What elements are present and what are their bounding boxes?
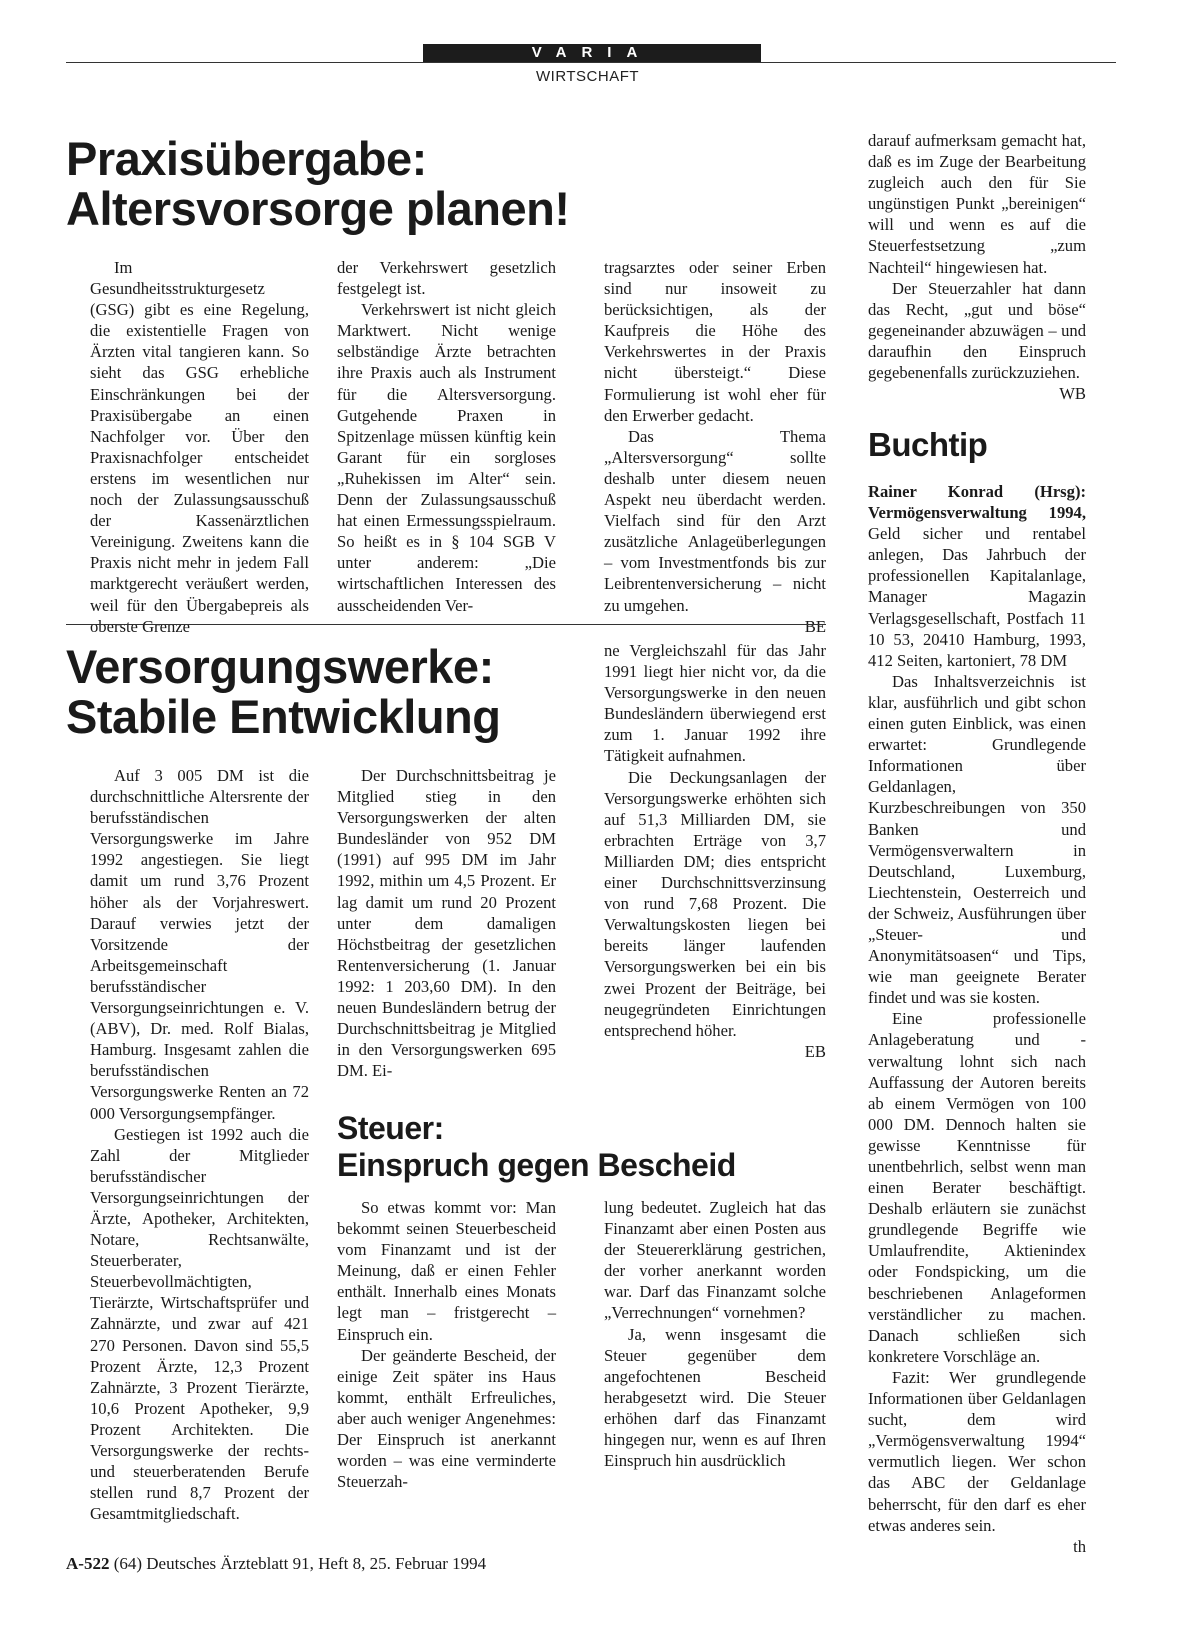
article3-col3-p1: darauf aufmerksam gemacht hat, daß es im Zuge der Bearbeitung zugleich auch den für Sie ungünstigen Punkt „bereinigen“ will und wenn es auf die Steuerfestsetzung „zum Nachteil“ hingewiesen hat. — [868, 131, 1086, 277]
article4-signature: th — [1073, 1536, 1086, 1556]
article2-col1-p2: Gestiegen ist 1992 auch die Zahl der Mitglieder berufsständischer Versorgungseinrichtungen der Ärzte, Apotheker, Architekten, Notare, Rechtsanwälte, Steuerberater, Steuerbevollmächtigten, Tierärzte, Wirtschaftsprüfer und Zahnärzte, und zwar auf 421 270 Personen. Davon sind 55,5 Prozent Ärzte, 12,3 Prozent Zahnärzte, 3 Prozent Tierärzte, 10,6 Prozent Apotheker, 9,9 Prozent Architekten. Die Versorgungswerke der rechts- und steuerberatenden Berufe stellen rund 8,7 Prozent der Gesamtmitgliedschaft. — [90, 1124, 309, 1524]
article3-col2 — [604, 1197, 826, 1471]
article4-book-title: Rainer Konrad (Hrsg): Vermögensverwaltung 1994, — [868, 482, 1086, 523]
article4-book-details: Geld sicher und rentabel anlegen, Das Jahrbuch der professionellen Kapitalanlage, Manager Magazin Verlagsgesellschaft, Postfach 11 10 53, 20410 Hamburg, 1993, 412 Seiten, kartoniert, 78 DM — [868, 524, 1086, 670]
article1-col2-p1: der Verkehrswert gesetzlich festgelegt ist. — [337, 258, 556, 299]
article2-col3-p1: ne Vergleichszahl für das Jahr 1991 liegt hier nicht vor, da die Versorgungswerke in den neuen Bundesländern überwiegend erst zum 1. Januar 1992 ihre Tätigkeit aufnahmen. — [604, 641, 826, 766]
article4-p1: Das Inhaltsverzeichnis ist klar, ausführlich und gibt schon einen guten Einblick, was einen erwartet: Grundlegende Informationen über Geldanlagen, Kurzbeschreibungen von 350 Banken und Vermögensverwaltern in Deutschland, Luxemburg, Liechtenstein, Oesterreich und der Schweiz, Ausführungen über „Steuer- und Anonymitätsoasen“ und Tips, wie man geeignete Berater findet und was sie kosten. — [868, 671, 1086, 1008]
footer-issue-info: (64) Deutsches Ärzteblatt 91, Heft 8, 25. Februar 1994 — [113, 1554, 487, 1573]
article3-col1 — [337, 1197, 556, 1492]
article1-col1 — [90, 257, 309, 637]
article1-col3-p1: tragsarztes oder seiner Erben sind nur insoweit zu berücksichtigen, als der Kaufpreis die Höhe des Verkehrswertes in der Praxis nicht übersteigt.“ Diese Formulierung ist wohl eher für den Erwerber gedacht. — [604, 258, 826, 425]
footer-page-code: A-522 — [66, 1554, 110, 1573]
article1-col3 — [604, 257, 826, 637]
article2-headline-line1: Versorgungswerke: — [66, 640, 494, 693]
article4-book-info — [868, 481, 1086, 671]
article3-col1-p1: So etwas kommt vor: Man bekommt seinen Steuerbescheid vom Finanzamt und ist der Meinung, daß er einen Fehler enthält. Innerhalb eines Monats legt man – fristgerecht – Einspruch ein. — [337, 1198, 556, 1344]
article3-headline — [337, 1110, 837, 1184]
footer — [66, 1554, 486, 1574]
section-label: WIRTSCHAFT — [536, 68, 640, 85]
article3-col1-p2: Der geänderte Bescheid, der einige Zeit später ins Haus kommt, enthält Erfreuliches, aber auch weniger Angenehmes: Der Einspruch ist anerkannt worden – was eine verminderte Steuerzah- — [337, 1345, 556, 1492]
article1-col1-p1: Im Gesundheitsstrukturgesetz (GSG) gibt es eine Regelung, die existentielle Fragen von Ärzten vital tangieren kann. So sieht das GSG erhebliche Einschränkungen bei der Praxisübergabe an einen Nachfolger vor. Über den Praxisnachfolger entscheidet erstens im wesentlichen nur noch der Zulassungsausschuß der Kassenärztlichen Vereinigung. Zweitens kann die Praxis nicht mehr in jedem Fall marktgerecht veräußert werden, weil für den Übergabepreis als oberste Grenze — [90, 258, 309, 636]
article4-headline: Buchtip — [868, 426, 988, 463]
article1-headline-line1: Praxisübergabe: — [66, 132, 427, 185]
article3-col3 — [868, 130, 1086, 404]
article2-col2 — [337, 765, 556, 1081]
article3-col3-p2: Der Steuerzahler hat dann das Recht, „gut und böse“ gegeneinander abzuwägen – und daraufhin den Einspruch gegebenenfalls zurückzuziehen. — [868, 278, 1086, 383]
article2-col1 — [90, 765, 309, 1524]
article1-col2-p2: Verkehrswert ist nicht gleich Marktwert. Nicht wenige selbständige Ärzte betrachten ihre Praxis auch als Instrument für die Altersversorgung. Gutgehende Praxen in Spitzenlage müssen künftig kein Garant für ein sorgloses „Ruhekissen im Alter“ sein. Denn der Zulassungsausschuß hat einen Ermessungsspielraum. So heißt es in § 104 SGB V unter anderem: „Die wirtschaftlichen Interessen des ausscheidenden Ver- — [337, 300, 556, 615]
article2-headline — [66, 642, 586, 742]
article4-p2: Eine professionelle Anlageberatung und -verwaltung lohnt sich nach Auffassung der Autoren bereits ab einem Vermögen von 100 000 DM. Dennoch halten sie gewisse Kenntnisse für unentbehrlich, selbst wenn man einen Berater beschäftigt. Deshalb erläutern sie zunächst grundlegende Begriffe wie Umlaufrendite, Aktienindex oder Fondspicking, um die beschriebenen Anlageformen verständlicher zu machen. Danach schließen sich konkretere Vorschläge an. — [868, 1009, 1086, 1366]
article1-headline — [66, 134, 626, 234]
article3-signature: WB — [1059, 384, 1086, 404]
article2-col3-p2: Die Deckungsanlagen der Versorgungswerke erhöhten sich auf 51,3 Milliarden DM, sie erbrachten Erträge von 3,7 Milliarden DM; dies entspricht einer Durchschnittsverzinsung von rund 7,68 Prozent. Die Verwaltungskosten liegen bei bereits länger laufenden Versorgungswerken bei ein bis zwei Prozent der Beiträge, bei neugegründeten Einrichtungen entsprechend höher. — [604, 767, 826, 1040]
article3-headline-line2: Einspruch gegen Bescheid — [337, 1146, 736, 1183]
article4-col — [868, 481, 1086, 1557]
article4-p3: Fazit: Wer grundlegende Informationen über Geldanlagen sucht, dem wird „Vermögensverwaltung 1994“ vermutlich liegen. Wer schon das ABC der Geldanlage beherrscht, für den darf es eher etwas anderes sein. — [868, 1367, 1086, 1535]
article1-col3-p2: Das Thema „Altersversorgung“ sollte deshalb unter diesem neuen Aspekt neu überdacht werden. Vielfach sind für den Arzt zusätzliche Anlageüberlegungen – vom Investmentfonds bis zur Leibrentenversicherung – nicht zu umgehen. — [604, 426, 826, 615]
section-bar: VARIA — [423, 44, 761, 62]
article2-col3 — [604, 640, 826, 1062]
article1-col2 — [337, 257, 556, 616]
divider-rule — [66, 624, 826, 625]
article2-signature: EB — [804, 1041, 826, 1061]
article2-col1-p1: Auf 3 005 DM ist die durchschnittliche Altersrente der berufsständischen Versorgungswerke im Jahre 1992 angestiegen. Sie liegt damit um rund 3,76 Prozent höher als der Vorjahreswert. Darauf verwies jetzt der Vorsitzende der Arbeitsgemeinschaft berufsständischer Versorgungseinrichtungen e. V. (ABV), Dr. med. Rolf Bialas, Hamburg. Insgesamt zahlen die berufsständischen Versorgungswerke Renten an 72 000 Versorgungsempfänger. — [90, 766, 309, 1123]
article2-headline-line2: Stabile Entwicklung — [66, 689, 501, 743]
article1-headline-line2: Altersvorsorge planen! — [66, 181, 570, 235]
article3-headline-line1: Steuer: — [337, 1110, 444, 1146]
article2-col2-p1: Der Durchschnittsbeitrag je Mitglied stieg in den Versorgungswerken der alten Bundesländer von 952 DM (1991) auf 995 DM im Jahr 1992, mithin um 4,5 Prozent. Er lag damit um rund 20 Prozent unter dem damaligen Höchstbeitrag der gesetzlichen Rentenversicherung (1. Januar 1992: 1 203,60 DM). In den neuen Bundesländern betrug der Durchschnittsbeitrag je Mitglied in den Versorgungswerken 695 DM. Ei- — [337, 766, 556, 1081]
article1-signature: BE — [804, 616, 826, 636]
article3-col2-p1: lung bedeutet. Zugleich hat das Finanzamt aber einen Posten aus der Steuererklärung gestrichen, der vorher anerkannt worden war. Darf das Finanzamt solche „Verrechnungen“ vornehmen? — [604, 1198, 826, 1323]
article3-col2-p2: Ja, wenn insgesamt die Steuer gegenüber dem angefochtenen Bescheid herabgesetzt wird. Die Steuer erhöhen darf das Finanzamt hingegen nur, wenn es auf Ihren Einspruch hin ausdrücklich — [604, 1324, 826, 1471]
header-rule — [66, 62, 1116, 63]
